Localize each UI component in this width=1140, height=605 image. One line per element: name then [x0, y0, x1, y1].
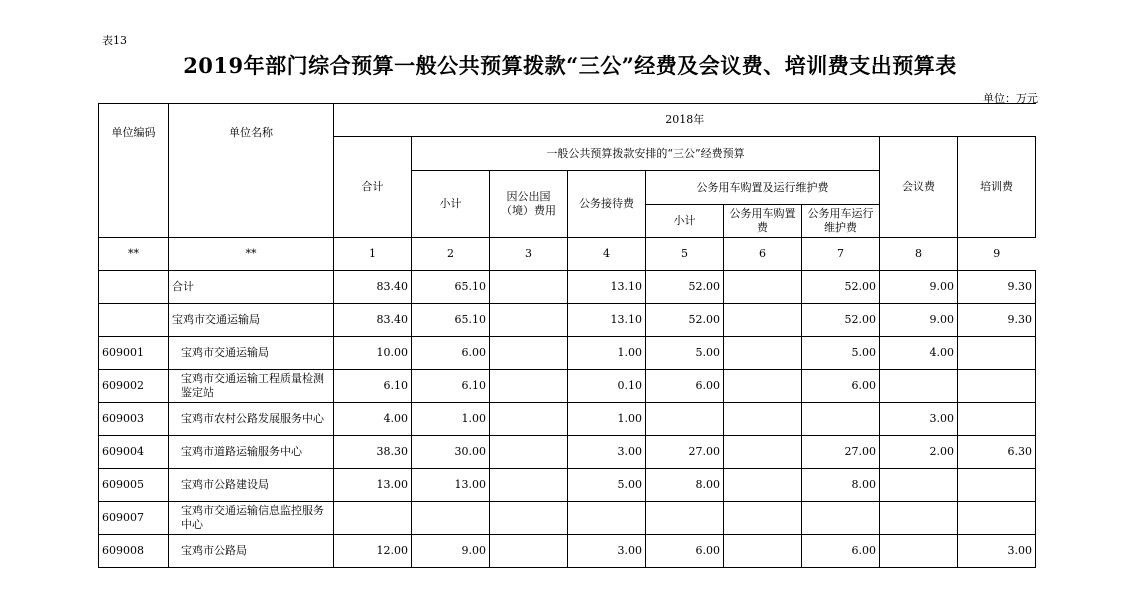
amount-cell — [490, 370, 568, 403]
amount-cell — [646, 403, 724, 436]
amount-cell: 1.00 — [568, 403, 646, 436]
amount-cell: 83.40 — [334, 304, 412, 337]
header-total: 合计 — [334, 137, 412, 238]
unit-code-cell: 609004 — [99, 436, 169, 469]
amount-cell: 3.00 — [880, 403, 958, 436]
header-meeting: 会议费 — [880, 137, 958, 238]
amount-cell — [490, 403, 568, 436]
amount-cell — [412, 502, 490, 535]
amount-cell: 6.30 — [958, 436, 1036, 469]
amount-cell: 9.30 — [958, 271, 1036, 304]
index-cell: 8 — [880, 238, 958, 271]
index-cell: 9 — [958, 238, 1036, 271]
amount-cell: 9.30 — [958, 304, 1036, 337]
header-name: 单位名称 — [169, 104, 334, 238]
header-subtotal: 小计 — [412, 171, 490, 238]
unit-label: 单位：万元 — [983, 92, 1038, 105]
amount-cell — [958, 469, 1036, 502]
amount-cell: 52.00 — [802, 271, 880, 304]
amount-cell: 65.10 — [412, 271, 490, 304]
unit-name-cell: 合计 — [169, 271, 334, 304]
amount-cell: 3.00 — [568, 436, 646, 469]
amount-cell — [490, 502, 568, 535]
amount-cell — [724, 436, 802, 469]
amount-cell — [880, 502, 958, 535]
amount-cell: 1.00 — [412, 403, 490, 436]
header-vehicle-running: 公务用车运行维护费 — [802, 205, 880, 238]
unit-code-cell: 609007 — [99, 502, 169, 535]
amount-cell — [490, 271, 568, 304]
amount-cell: 6.00 — [802, 370, 880, 403]
amount-cell — [880, 370, 958, 403]
amount-cell: 12.00 — [334, 535, 412, 568]
unit-name-cell: 宝鸡市农村公路发展服务中心 — [169, 403, 334, 436]
budget-table — [98, 103, 1036, 568]
unit-code-cell: 609001 — [99, 337, 169, 370]
amount-cell — [724, 271, 802, 304]
unit-code-cell: 609002 — [99, 370, 169, 403]
amount-cell: 3.00 — [958, 535, 1036, 568]
header-abroad: 因公出国（境）费用 — [490, 171, 568, 238]
amount-cell: 27.00 — [646, 436, 724, 469]
amount-cell: 4.00 — [880, 337, 958, 370]
unit-name-cell: 宝鸡市公路建设局 — [169, 469, 334, 502]
table-row — [99, 502, 1036, 535]
table-row — [99, 469, 1036, 502]
index-cell: ** — [99, 238, 169, 271]
page-title: 2019年部门综合预算一般公共预算拨款“三公”经费及会议费、培训费支出预算表 — [183, 53, 957, 78]
amount-cell: 52.00 — [802, 304, 880, 337]
unit-code-cell — [99, 304, 169, 337]
amount-cell: 0.10 — [568, 370, 646, 403]
table-row — [99, 403, 1036, 436]
amount-cell: 8.00 — [646, 469, 724, 502]
table-row — [99, 304, 1036, 337]
amount-cell — [490, 436, 568, 469]
amount-cell — [724, 403, 802, 436]
table-row — [99, 535, 1036, 568]
amount-cell — [568, 502, 646, 535]
amount-cell — [724, 502, 802, 535]
table-row — [99, 436, 1036, 469]
amount-cell: 8.00 — [802, 469, 880, 502]
unit-name-cell: 宝鸡市交通运输信息监控服务中心 — [169, 502, 334, 535]
amount-cell: 6.00 — [412, 337, 490, 370]
amount-cell — [802, 403, 880, 436]
amount-cell — [958, 337, 1036, 370]
table-number: 表13 — [102, 34, 127, 47]
index-cell: 5 — [646, 238, 724, 271]
amount-cell — [724, 535, 802, 568]
index-cell: 4 — [568, 238, 646, 271]
amount-cell: 6.10 — [412, 370, 490, 403]
unit-code-cell: 609003 — [99, 403, 169, 436]
amount-cell: 52.00 — [646, 271, 724, 304]
unit-name-cell: 宝鸡市交通运输局 — [169, 337, 334, 370]
header-code: 单位编码 — [99, 104, 169, 238]
header-vehicle: 公务用车购置及运行维护费 — [646, 171, 880, 205]
amount-cell — [724, 370, 802, 403]
table-row — [99, 337, 1036, 370]
amount-cell: 13.10 — [568, 304, 646, 337]
unit-name-cell: 宝鸡市交通运输工程质量检测鉴定站 — [169, 370, 334, 403]
amount-cell — [958, 403, 1036, 436]
unit-name-cell: 宝鸡市公路局 — [169, 535, 334, 568]
table-row — [99, 271, 1036, 304]
header-training: 培训费 — [958, 137, 1036, 238]
index-row — [99, 238, 1036, 271]
amount-cell — [724, 337, 802, 370]
amount-cell: 13.00 — [334, 469, 412, 502]
amount-cell — [490, 469, 568, 502]
amount-cell: 9.00 — [880, 271, 958, 304]
amount-cell: 5.00 — [802, 337, 880, 370]
unit-name-cell: 宝鸡市道路运输服务中心 — [169, 436, 334, 469]
amount-cell — [958, 370, 1036, 403]
amount-cell: 38.30 — [334, 436, 412, 469]
amount-cell — [802, 502, 880, 535]
amount-cell — [724, 469, 802, 502]
amount-cell: 2.00 — [880, 436, 958, 469]
amount-cell: 52.00 — [646, 304, 724, 337]
unit-name-cell: 宝鸡市交通运输局 — [169, 304, 334, 337]
amount-cell — [958, 502, 1036, 535]
index-cell: 7 — [802, 238, 880, 271]
amount-cell — [880, 535, 958, 568]
amount-cell: 10.00 — [334, 337, 412, 370]
amount-cell — [334, 502, 412, 535]
header-vehicle-purchase: 公务用车购置费 — [724, 205, 802, 238]
unit-code-cell: 609005 — [99, 469, 169, 502]
amount-cell: 9.00 — [412, 535, 490, 568]
index-cell: 3 — [490, 238, 568, 271]
amount-cell: 30.00 — [412, 436, 490, 469]
amount-cell — [490, 337, 568, 370]
header-vehicle-subtotal: 小计 — [646, 205, 724, 238]
amount-cell — [880, 469, 958, 502]
amount-cell: 6.00 — [646, 370, 724, 403]
amount-cell — [490, 304, 568, 337]
header-reception: 公务接待费 — [568, 171, 646, 238]
unit-code-cell: 609008 — [99, 535, 169, 568]
amount-cell — [646, 502, 724, 535]
amount-cell: 3.00 — [568, 535, 646, 568]
amount-cell: 13.10 — [568, 271, 646, 304]
unit-code-cell — [99, 271, 169, 304]
table-row — [99, 370, 1036, 403]
amount-cell: 65.10 — [412, 304, 490, 337]
index-cell: 6 — [724, 238, 802, 271]
amount-cell: 6.00 — [646, 535, 724, 568]
amount-cell — [490, 535, 568, 568]
amount-cell: 27.00 — [802, 436, 880, 469]
header-year: 2018年 — [334, 104, 1036, 137]
amount-cell: 5.00 — [568, 469, 646, 502]
amount-cell: 83.40 — [334, 271, 412, 304]
amount-cell: 1.00 — [568, 337, 646, 370]
amount-cell: 9.00 — [880, 304, 958, 337]
index-cell: 2 — [412, 238, 490, 271]
index-cell: ** — [169, 238, 334, 271]
amount-cell: 4.00 — [334, 403, 412, 436]
amount-cell — [724, 304, 802, 337]
header-sangong: 一般公共预算拨款安排的“三公”经费预算 — [412, 137, 880, 171]
amount-cell: 13.00 — [412, 469, 490, 502]
amount-cell: 5.00 — [646, 337, 724, 370]
amount-cell: 6.10 — [334, 370, 412, 403]
index-cell: 1 — [334, 238, 412, 271]
amount-cell: 6.00 — [802, 535, 880, 568]
